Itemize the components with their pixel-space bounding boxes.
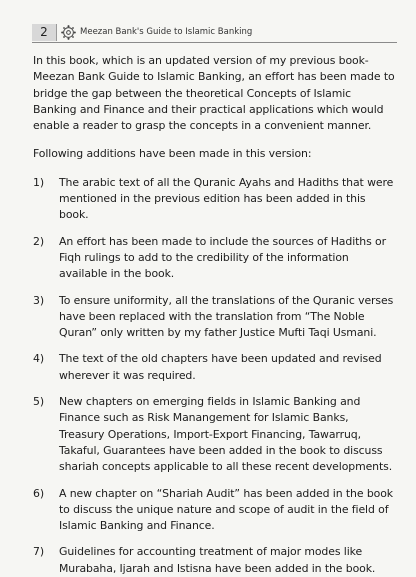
list-item-number: 2) bbox=[33, 234, 44, 248]
page-body bbox=[33, 53, 395, 577]
list-item-number: 6) bbox=[33, 486, 44, 500]
list-item bbox=[33, 486, 395, 535]
list-item-text: The arabic text of all the Quranic Ayahs and Hadiths that were mentioned in the previous edition has been added in this book. bbox=[59, 175, 394, 222]
running-title: Meezan Bank's Guide to Islamic Banking bbox=[80, 27, 253, 37]
list-item bbox=[33, 234, 395, 283]
list-item-text: The text of the old chapters have been updated and revised wherever it was required. bbox=[59, 352, 382, 382]
list-item-text: A new chapter on “Shariah Audit” has been added in the book to discuss the unique nature and scope of audit in the field of Islamic Banking and Finance. bbox=[59, 486, 393, 533]
list-item bbox=[33, 544, 395, 577]
list-item-number: 7) bbox=[33, 545, 44, 559]
ornament-logo-icon bbox=[61, 25, 76, 40]
list-item bbox=[33, 293, 395, 342]
list-item-text: New chapters on emerging fields in Islamic Banking and Finance such as Risk Manangement for Islamic Banks, Treasury Operations, Import-Export Financing, Tawarruq, Takaful, Guarantees have been added in the book to discuss shariah concepts applicable to all these recent developments. bbox=[59, 395, 393, 474]
list-item-text: To ensure uniformity, all the translations of the Quranic verses have been replaced with the translation from “The Noble Quran” only written by my father Justice Mufti Taqi Usmani. bbox=[59, 293, 394, 340]
list-item-number: 5) bbox=[33, 395, 44, 409]
list-item bbox=[33, 351, 395, 384]
list-item-text: Guidelines for accounting treatment of major modes like Murabaha, Ijarah and Istisna have been added in the book. bbox=[59, 545, 376, 575]
list-item bbox=[33, 175, 395, 224]
page-number: 2 bbox=[32, 24, 57, 41]
page-header bbox=[32, 24, 397, 43]
intro-paragraph: In this book, which is an updated version of my previous book-Meezan Bank Guide to Islamic Banking, an effort has been made to bridge the gap between the theoretical Concepts of Islamic Banking and Finance and their practical applications which would enable a reader to grasp the concepts in a convenient manner. bbox=[33, 54, 395, 133]
list-item-number: 4) bbox=[33, 352, 44, 366]
list-item bbox=[33, 394, 395, 475]
lead-paragraph: Following additions have been made in this version: bbox=[33, 147, 312, 161]
list-item-number: 3) bbox=[33, 293, 44, 307]
list-item-number: 1) bbox=[33, 175, 44, 189]
list-item-text: An effort has been made to include the sources of Hadiths or Fiqh rulings to add to the credibility of the information available in the book. bbox=[59, 234, 386, 281]
